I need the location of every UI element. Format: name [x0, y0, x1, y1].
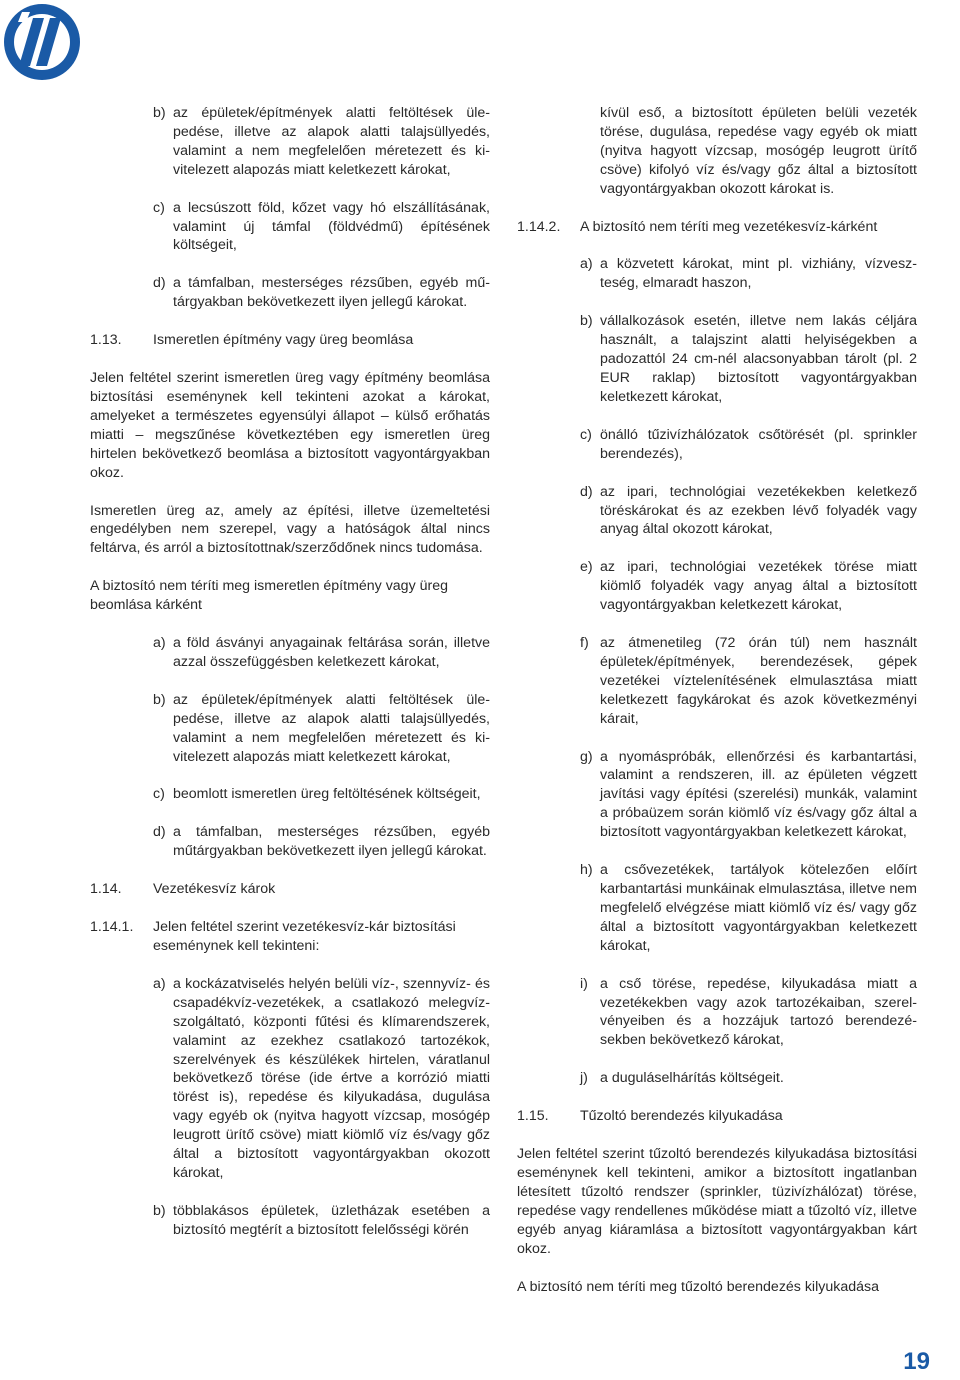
item-label: i)	[580, 975, 588, 992]
item-label: d)	[580, 483, 593, 500]
item-label: b)	[153, 1202, 166, 1219]
item-label: b)	[153, 105, 166, 121]
item-text: a csővezetékek, tartályok kötelezően előírt karbantartási munkáinak elmulasztása, illetve nem megfelelő elvégzése miatt kiömlő víz és/ vagy gőz által a biztosított vagyontárgyakban keletkezett károkat,	[600, 862, 918, 954]
item-text: a lecsúszott föld, kőzet vagy hó elszállításának, valamint új támfal (földvédmű) építésének költségeit,	[173, 199, 490, 254]
list-item	[580, 483, 917, 540]
section-heading	[90, 331, 490, 350]
item-label: d)	[153, 275, 166, 292]
item-text: beomlott ismeretlen üreg feltöltésének költségeit,	[173, 786, 481, 803]
item-label: b)	[153, 691, 166, 708]
list-item	[153, 634, 490, 672]
item-label: c)	[153, 199, 165, 216]
section-heading	[517, 218, 917, 237]
item-label: a)	[153, 635, 166, 652]
page-number: 19	[903, 1348, 930, 1375]
item-label: a)	[153, 975, 166, 992]
list-item	[580, 975, 917, 1051]
item-text: az ipari, technológiai vezetékekben keletkező töréskárokat és az ezekben lévő folyadék vagy anyag által okozott károkat,	[600, 483, 917, 538]
list-item	[580, 558, 917, 615]
item-text: a duguláselhárítás költségeit.	[600, 1070, 784, 1087]
item-text: a cső törése, repedése, kilyukadása miatt a vezetékekben vagy azok tartozékaiban, szerelvényeiben és a hozzájuk tartozó berendezésekben bekövetkező károkat,	[600, 975, 917, 1049]
section-number: 1.13.	[90, 332, 122, 349]
item-label: f)	[580, 635, 589, 652]
item-text: önálló tűzivízhálózatok csőtörését (pl. sprinkler berendezés),	[600, 426, 917, 462]
item-text: többlakásos épületek, üzletházak esetében a biztosító megtérít a biztosított felelősségi körén	[173, 1202, 490, 1238]
item-text: az átmenetileg (72 órán túl) nem használt épületek/építmények, berendezések, gépek vezetékei víztelenítésének elmulasztása miatt keletkezett fagykárokat és azok következményi kárait,	[600, 635, 917, 727]
section-title: A biztosító nem téríti meg vezetékesvíz-kárként	[580, 218, 878, 235]
list-item	[580, 861, 917, 956]
item-text: a támfalban, mesterséges rézsűben, egyéb műtárgyakban bekövetkezett ilyen jellegű károkat.	[173, 824, 490, 860]
section-number: 1.14.2.	[517, 218, 561, 235]
section-number: 1.14.	[90, 881, 122, 898]
list-item	[153, 785, 490, 804]
section-title: Jelen feltétel szerint vezetékesvíz-kár biztosítási eseménynek kell tekinteni:	[153, 919, 456, 954]
item-text: a közvetett károkat, mint pl. vizhiány, vízveszteség, elmaradt haszon,	[600, 256, 917, 292]
list-item	[153, 274, 490, 312]
paragraph: Jelen feltétel szerint tűzoltó berendezés kilyukadása biztosítási eseménynek kell tekinteni, amikor a biztosított ingatlanban létesített tűzoltó rendszer (sprinkler, tüzivízhálózat) törése, repedése vagy rendellenes működése miatt a tűzoltó víz, illetve egyéb anyag kiáramlása a biztosított vagyontárgyakban kárt okoz.	[517, 1146, 917, 1257]
item-label: b)	[580, 313, 593, 330]
item-label: e)	[580, 559, 593, 576]
list-item	[580, 1069, 917, 1088]
item-text: az épületek/építmények alatti feltöltések ülepedése, illetve az alapok alatti talajsüllyedés, valamint a nem megfelelően méretezett és kivitelezett alapozás miatt keletkezett károkat,	[173, 105, 490, 178]
item-text: az ipari, technológiai vezetékek törése miatt kiömlő folyadék vagy anyag által a biztosított vagyontárgyakban keletkezett károkat,	[600, 559, 917, 614]
paragraph: Jelen feltétel szerint ismeretlen üreg vagy építmény beomlása biztosítási eseménynek kell tekinteni azokat a károkat, amelyeket a természetes egyensúlyi állapot – külső erőhatás miatti – megszűnése következtében egy ismeretlen üreg hirtelen bekövetkező beomlása a biztosított vagyontárgyakban okoz.	[90, 370, 490, 481]
item-label: g)	[580, 748, 593, 765]
section-heading	[517, 1107, 917, 1126]
item-label: a)	[580, 256, 593, 273]
paragraph: A biztosító nem téríti meg tűzoltó berendezés kilyukadása	[517, 1278, 879, 1295]
list-item	[580, 312, 917, 407]
list-item	[153, 104, 490, 180]
company-logo-icon	[0, 0, 84, 84]
list-item	[580, 426, 917, 464]
list-item	[580, 634, 917, 729]
item-label: c)	[580, 426, 592, 443]
section-heading	[90, 880, 490, 899]
section-title: Vezetékesvíz károk	[153, 881, 276, 898]
item-text: a kockázatviselés helyén belüli víz-, szennyvíz- és csapadékvíz-vezetékek, a csatlakozó melegvíz-szolgáltató, központi fűtési és klímarendszerek, valamint az ezekhez csatlakozó tartozékok, szerelvények és készülékek hirtelen, váratlanul bekövetkező törése (ide értve a korrózió miatti törést is), repedése és kilyukadása, dugulása vagy egyéb ok (nyitva hagyott vízcsap, mosógép leugrott ürítő csöve) miatt kiömlő víz és/vagy gőz által a biztosított vagyontárgyakban okozott károkat,	[173, 975, 490, 1181]
list-item	[153, 975, 490, 1183]
left-column	[90, 104, 490, 1240]
item-label: h)	[580, 862, 593, 879]
list-item	[153, 823, 490, 861]
list-item	[580, 748, 917, 843]
item-text: a nyomáspróbák, ellenőrzési és karbantartási, valamint a rendszeren, ill. az épületen végzett javítási vagy építési (szerelési) munkák, valamint a próbaüzem során kiömlő víz és/vagy gőz által a biztosított vagyontárgyakban keletkezett károkat,	[600, 748, 917, 841]
paragraph: A biztosító nem téríti meg ismeretlen építmény vagy üreg beomlása kárként	[90, 578, 449, 614]
item-text: az épületek/építmények alatti feltöltések ülepedése, illetve az alapok alatti talajsüllyedés, valamint a nem megfelelően méretezett és kivitelezett alapozás miatt keletkezett károkat,	[173, 691, 490, 765]
section-heading	[90, 918, 490, 956]
section-title: Ismeretlen építmény vagy üreg beomlása	[153, 332, 414, 349]
list-item	[153, 1202, 490, 1240]
item-text: vállalkozások esetén, illetve nem lakás céljára használt, a talajszint alatti helyiségekben a padozattól 24 cm-nél alacsonyabban tárolt (pl. 2 EUR raklap) biztosított vagyontárgyakban keletkezett károkat,	[600, 313, 917, 405]
section-title: Tűzoltó berendezés kilyukadása	[580, 1108, 783, 1125]
right-column	[517, 104, 917, 1296]
item-label: d)	[153, 824, 166, 841]
list-item	[580, 255, 917, 293]
paragraph: kívül eső, a biztosított épületen belüli vezeték törése, dugulása, repedése vagy egyéb ok miatt (nyitva hagyott vízcsap, mosógép leugrott ürítő csöve) kifolyó víz és/vagy gőz által a biztosított vagyontárgyakban okozott károkat is.	[600, 105, 917, 197]
item-text: a támfalban, mesterséges rézsűben, egyéb műtárgyakban bekövetkezett ilyen jellegű károkat.	[173, 275, 490, 311]
list-item	[153, 199, 490, 256]
paragraph: Ismeretlen üreg az, amely az építési, illetve üzemeltetési engedélyben nem szerepel, vagy a hatóságok által nincs feltárva, és arról a biztosítottnak/szerződőnek nincs tudomása.	[90, 502, 490, 557]
section-number: 1.14.1.	[90, 919, 134, 936]
list-item	[153, 691, 490, 767]
section-number: 1.15.	[517, 1108, 549, 1125]
item-label: c)	[153, 786, 165, 803]
item-text: a föld ásványi anyagainak feltárása során, illetve azzal összefüggésben keletkezett károkat,	[173, 635, 490, 670]
item-label: j)	[580, 1070, 588, 1087]
